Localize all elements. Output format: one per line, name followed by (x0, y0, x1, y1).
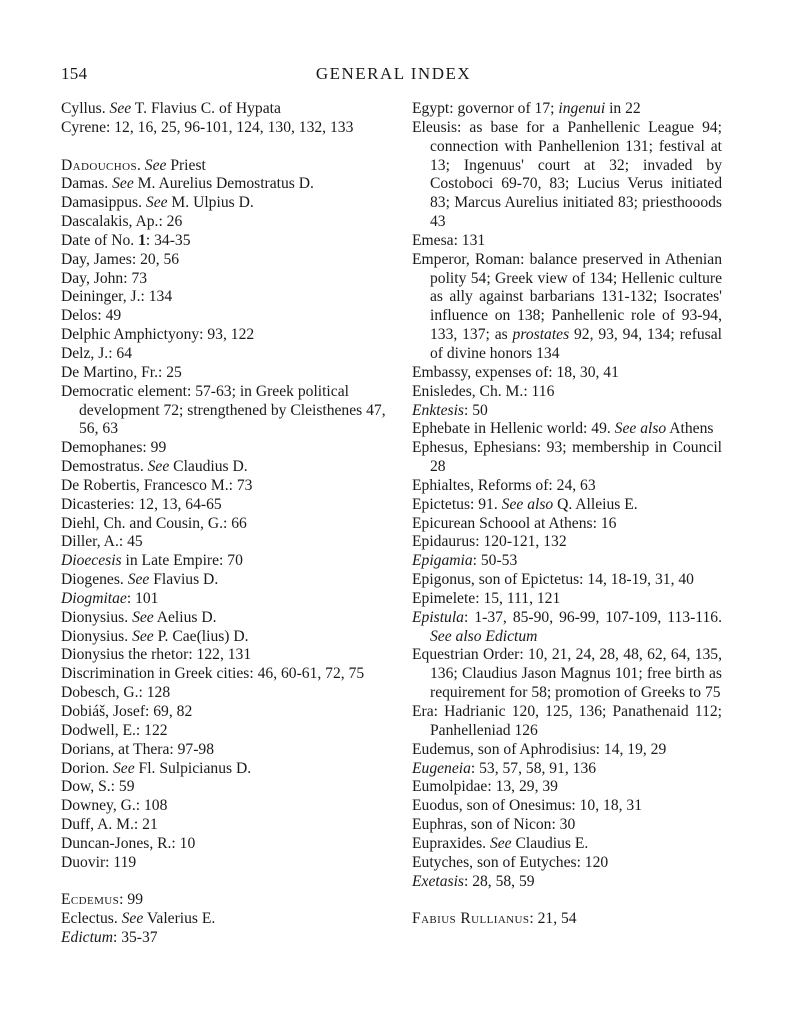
index-entry (61, 533, 396, 552)
index-entry-text: Eugeneia (412, 759, 471, 777)
index-entry-text: Dobiáš, Josef: 69, 82 (61, 703, 193, 720)
index-entry-text: Priest (166, 156, 206, 174)
index-entry-text: Democratic element: 57-63; in Greek political development 72; strengthened by Cleisthenes 47, 56, 63 (61, 382, 386, 438)
index-column-right (412, 100, 722, 929)
index-entry (61, 175, 396, 194)
index-entry-text: . (136, 156, 145, 174)
index-entry (61, 797, 396, 816)
index-entry (412, 703, 722, 741)
section-gap (61, 138, 396, 157)
index-entry-text: See also (614, 420, 667, 438)
index-entry-text: Dorians, at Thera: 97-98 (61, 740, 215, 758)
index-entry-text: See (121, 910, 144, 928)
index-entry (61, 496, 396, 515)
index-entry-text: Aelius D. (153, 608, 217, 626)
index-entry-text: Emesa: 131 (412, 231, 486, 249)
index-entry (412, 477, 722, 496)
index-entry-text: Embassy, expenses of: 18, 30, 41 (412, 363, 619, 381)
index-entry-text: Enisledes, Ch. M.: 116 (412, 382, 555, 400)
page-title: GENERAL INDEX (315, 64, 472, 83)
index-entry (412, 873, 722, 892)
index-entry (412, 910, 722, 929)
index-entry-text: Cyrene: 12, 16, 25, 96-101, 124, 130, 132, 133 (61, 118, 354, 136)
index-entry-text: T. Flavius C. of Hypata (131, 100, 281, 117)
index-entry-text: : 1-37, 85-90, 96-99, 107-109, 113-116. (463, 608, 722, 626)
index-entry-text: : 50-53 (472, 552, 518, 570)
index-entry (412, 590, 722, 609)
index-entry-text: Epictetus: 91. (412, 495, 502, 513)
index-entry (61, 100, 396, 119)
section-gap (412, 891, 722, 910)
index-entry (61, 760, 396, 779)
index-entry-text: Demostratus. (61, 458, 148, 476)
index-entry (61, 929, 396, 948)
index-entry-text: Epigamia (412, 552, 473, 570)
index-entry-text: Fl. Sulpicianus D. (134, 759, 252, 777)
index-entry-text: Duncan-Jones, R.: 10 (61, 834, 196, 852)
index-entry (412, 515, 722, 534)
index-entry-text: See (147, 458, 170, 476)
index-entry (412, 552, 722, 571)
index-entry (61, 628, 396, 647)
index-entry-text: ingenui (558, 100, 606, 117)
index-entry (412, 533, 722, 552)
index-entry-text: prostates (512, 326, 570, 344)
index-entry-text: Dionysius. (61, 627, 133, 645)
index-entry-text: : 28, 58, 59 (463, 872, 535, 890)
index-entry-text: Dadouchos (61, 156, 137, 174)
index-entry (61, 515, 396, 534)
index-entry-text: 1 (138, 231, 146, 249)
index-entry-text: Epidaurus: 120-121, 132 (412, 533, 567, 551)
index-entry-text: : 35-37 (112, 929, 158, 947)
index-entry-text: Equestrian Order: 10, 21, 24, 28, 48, 62, 64, 135, 136; Claudius Jason Magnus 101; free birth as requirement for 58; promotion of Greeks to 75 (412, 646, 722, 702)
index-entry-text: Dorion. (61, 759, 113, 777)
index-entry-text: Valerius E. (143, 910, 216, 928)
index-entry-text: Athens (666, 420, 714, 438)
index-entry (61, 439, 396, 458)
index-entry (412, 646, 722, 703)
index-entry (412, 232, 722, 251)
index-entry (412, 402, 722, 421)
index-entry (61, 741, 396, 760)
index-entry (61, 326, 396, 345)
index-entry-text: Diehl, Ch. and Cousin, G.: 66 (61, 514, 247, 532)
index-entry-text: Claudius D. (169, 458, 248, 476)
index-entry-text: See (112, 759, 135, 777)
index-entry-text: Dionysius. (61, 608, 133, 626)
index-entry (61, 477, 396, 496)
index-entry (61, 458, 396, 477)
index-entry (61, 232, 396, 251)
index-entry-text: De Robertis, Francesco M.: 73 (61, 476, 253, 494)
index-entry-text: Delos: 49 (61, 307, 122, 325)
index-entry (412, 383, 722, 402)
index-entry-text: Emperor, Roman: balance preserved in Athenian polity 54; Greek view of 134; Hellenic culture as ally against barbarians 131-132; Isocrates' influence on 138; Panhellenic role of 93-94, 133, 137; as (412, 250, 722, 344)
index-entry-text: Dascalakis, Ap.: 26 (61, 213, 183, 231)
index-entry (412, 741, 722, 760)
index-entry-text: Eumolpidae: 13, 29, 39 (412, 778, 558, 796)
index-entry (412, 496, 722, 515)
index-entry-text: Eutyches, son of Eutyches: 120 (412, 853, 609, 871)
index-entry-text: Ecdemus (61, 891, 120, 909)
index-entry-text: Euphras, son of Nicon: 30 (412, 816, 576, 834)
index-entry (61, 778, 396, 797)
index-entry-text: Era: Hadrianic 120, 125, 136; Panathenaid 112; Panhelleniad 126 (412, 703, 722, 739)
index-entry (61, 722, 396, 741)
index-entry-text: M. Aurelius Demostratus D. (133, 175, 314, 193)
index-entry-text: : 21, 54 (529, 910, 577, 928)
index-entry (412, 251, 722, 364)
index-entry-text: Epicurean Schoool at Athens: 16 (412, 514, 617, 532)
index-entry (61, 854, 396, 873)
index-entry-text: Deininger, J.: 134 (61, 288, 173, 306)
index-entry-text: Flavius D. (149, 571, 219, 589)
index-entry-text: Eupraxides. (412, 834, 490, 852)
index-entry-text: Egypt: governor of 17; (412, 100, 559, 117)
index-entry-text: : 99 (119, 891, 143, 909)
index-entry (412, 119, 722, 232)
index-entry (412, 420, 722, 439)
index-entry-text: Q. Alleius E. (553, 495, 638, 513)
index-entry (61, 571, 396, 590)
index-entry-text: M. Ulpius D. (167, 194, 254, 212)
index-entry-text: in Late Empire: 70 (121, 552, 243, 570)
index-entry-text: : 101 (126, 589, 159, 607)
index-entry-text: Epistula (412, 608, 464, 626)
index-column-left (61, 100, 396, 948)
index-entry-text: Diller, A.: 45 (61, 533, 143, 551)
index-entry (412, 100, 722, 119)
index-entry (61, 703, 396, 722)
index-entry-text: Dicasteries: 12, 13, 64-65 (61, 495, 222, 513)
index-entry (61, 910, 396, 929)
index-entry (61, 383, 396, 440)
index-entry-text: Diogenes. (61, 571, 128, 589)
index-entry (61, 251, 396, 270)
index-entry-text: in 22 (605, 100, 641, 117)
index-entry-text: Epimelete: 15, 111, 121 (412, 589, 561, 607)
index-entry (61, 345, 396, 364)
index-entry-text: See also (501, 495, 554, 513)
index-entry-text: 92, 93, 94, 134; refusal of divine honors 134 (430, 326, 723, 362)
index-entry (61, 816, 396, 835)
index-entry-text: See also Edictum (430, 627, 538, 645)
index-entry (412, 778, 722, 797)
index-entry-text: Dobesch, G.: 128 (61, 684, 171, 702)
index-entry (61, 835, 396, 854)
index-entry-text: : 34-35 (145, 231, 191, 249)
index-entry-text: Dionysius the rhetor: 122, 131 (61, 646, 252, 664)
index-entry-text: Damasippus. (61, 194, 146, 212)
index-entry-text: Ephesus, Ephesians: 93; membership in Council 28 (412, 439, 722, 476)
index-entry-text: Delz, J.: 64 (61, 344, 133, 362)
index-entry-text: Epigonus, son of Epictetus: 14, 18-19, 31, 40 (412, 571, 694, 589)
index-entry (61, 590, 396, 609)
index-entry-text: Day, John: 73 (61, 269, 148, 287)
index-entry-text: Dow, S.: 59 (61, 778, 135, 796)
index-entry (61, 157, 396, 176)
index-entry-text: Ephebate in Hellenic world: 49. (412, 420, 615, 438)
index-entry (412, 364, 722, 383)
index-entry-text: De Martino, Fr.: 25 (61, 363, 182, 381)
index-entry (412, 835, 722, 854)
index-entry-text: Dioecesis (61, 552, 122, 570)
index-entry (412, 816, 722, 835)
index-entry (61, 288, 396, 307)
index-entry-text: Eclectus. (61, 910, 122, 928)
index-entry-text: Damas. (61, 175, 113, 193)
index-entry (61, 891, 396, 910)
index-entry (412, 854, 722, 873)
index-entry-text: See (127, 571, 150, 589)
index-entry (61, 609, 396, 628)
index-entry-text: Ephialtes, Reforms of: 24, 63 (412, 476, 596, 494)
index-entry-text: Date of No. (61, 231, 139, 249)
index-entry-text: Dodwell, E.: 122 (61, 721, 168, 739)
index-entry-text: Enktesis (412, 401, 464, 419)
index-entry (61, 213, 396, 232)
index-entry (61, 552, 396, 571)
index-entry-text: Claudius E. (511, 834, 589, 852)
index-entry (61, 646, 396, 665)
index-entry-text: : 53, 57, 58, 91, 136 (470, 759, 597, 777)
index-entry-text: See (112, 175, 134, 193)
index-entry-text: See (489, 834, 512, 852)
section-gap (61, 873, 396, 892)
index-entry-text: See (132, 608, 154, 626)
index-entry (412, 609, 722, 647)
page-number: 154 (61, 64, 88, 83)
index-entry-text: Fabius Rullianus (412, 910, 530, 928)
index-entry-text: Day, James: 20, 56 (61, 250, 180, 268)
index-entry-text: See (132, 627, 154, 645)
index-entry (412, 439, 722, 477)
index-entry (61, 665, 396, 684)
index-entry-text: See (144, 156, 167, 174)
index-entry-text: Discrimination in Greek cities: 46, 60-61, 72, 75 (61, 665, 365, 683)
index-entry-text: P. Cae(lius) D. (153, 627, 249, 645)
index-entry-text: Duff, A. M.: 21 (61, 816, 158, 834)
index-entry-text: Eudemus, son of Aphrodisius: 14, 19, 29 (412, 740, 667, 758)
index-entry (412, 797, 722, 816)
index-entry-text: Edictum (61, 929, 113, 947)
index-entry (412, 571, 722, 590)
index-entry (61, 270, 396, 289)
index-entry-text: Diogmitae (61, 589, 127, 607)
index-entry-text: Cyllus. (61, 100, 110, 117)
index-entry-text: : 50 (463, 401, 488, 419)
index-entry-text: See (109, 100, 132, 117)
index-entry (61, 684, 396, 703)
index-entry-text: Downey, G.: 108 (61, 797, 168, 815)
index-entry-text: Duovir: 119 (61, 853, 137, 871)
index-entry (61, 119, 396, 138)
index-entry-text: Euodus, son of Onesimus: 10, 18, 31 (412, 797, 643, 815)
index-entry (412, 760, 722, 779)
index-entry (61, 307, 396, 326)
index-entry-text: Delphic Amphictyony: 93, 122 (61, 326, 255, 344)
index-entry-text: Exetasis (412, 872, 464, 890)
index-entry (61, 194, 396, 213)
index-entry-text: Demophanes: 99 (61, 439, 167, 457)
index-entry-text: Eleusis: as base for a Panhellenic League 94; connection with Panhellenion 131; festival at 13; Ingenuus' court at 32; invaded by Costoboci 69-70, 83; Lucius Verus initiated 83; Marcus Aurelius initiated 83; priesthooods 43 (412, 118, 722, 231)
index-entry (61, 364, 396, 383)
index-entry-text: See (145, 194, 168, 212)
